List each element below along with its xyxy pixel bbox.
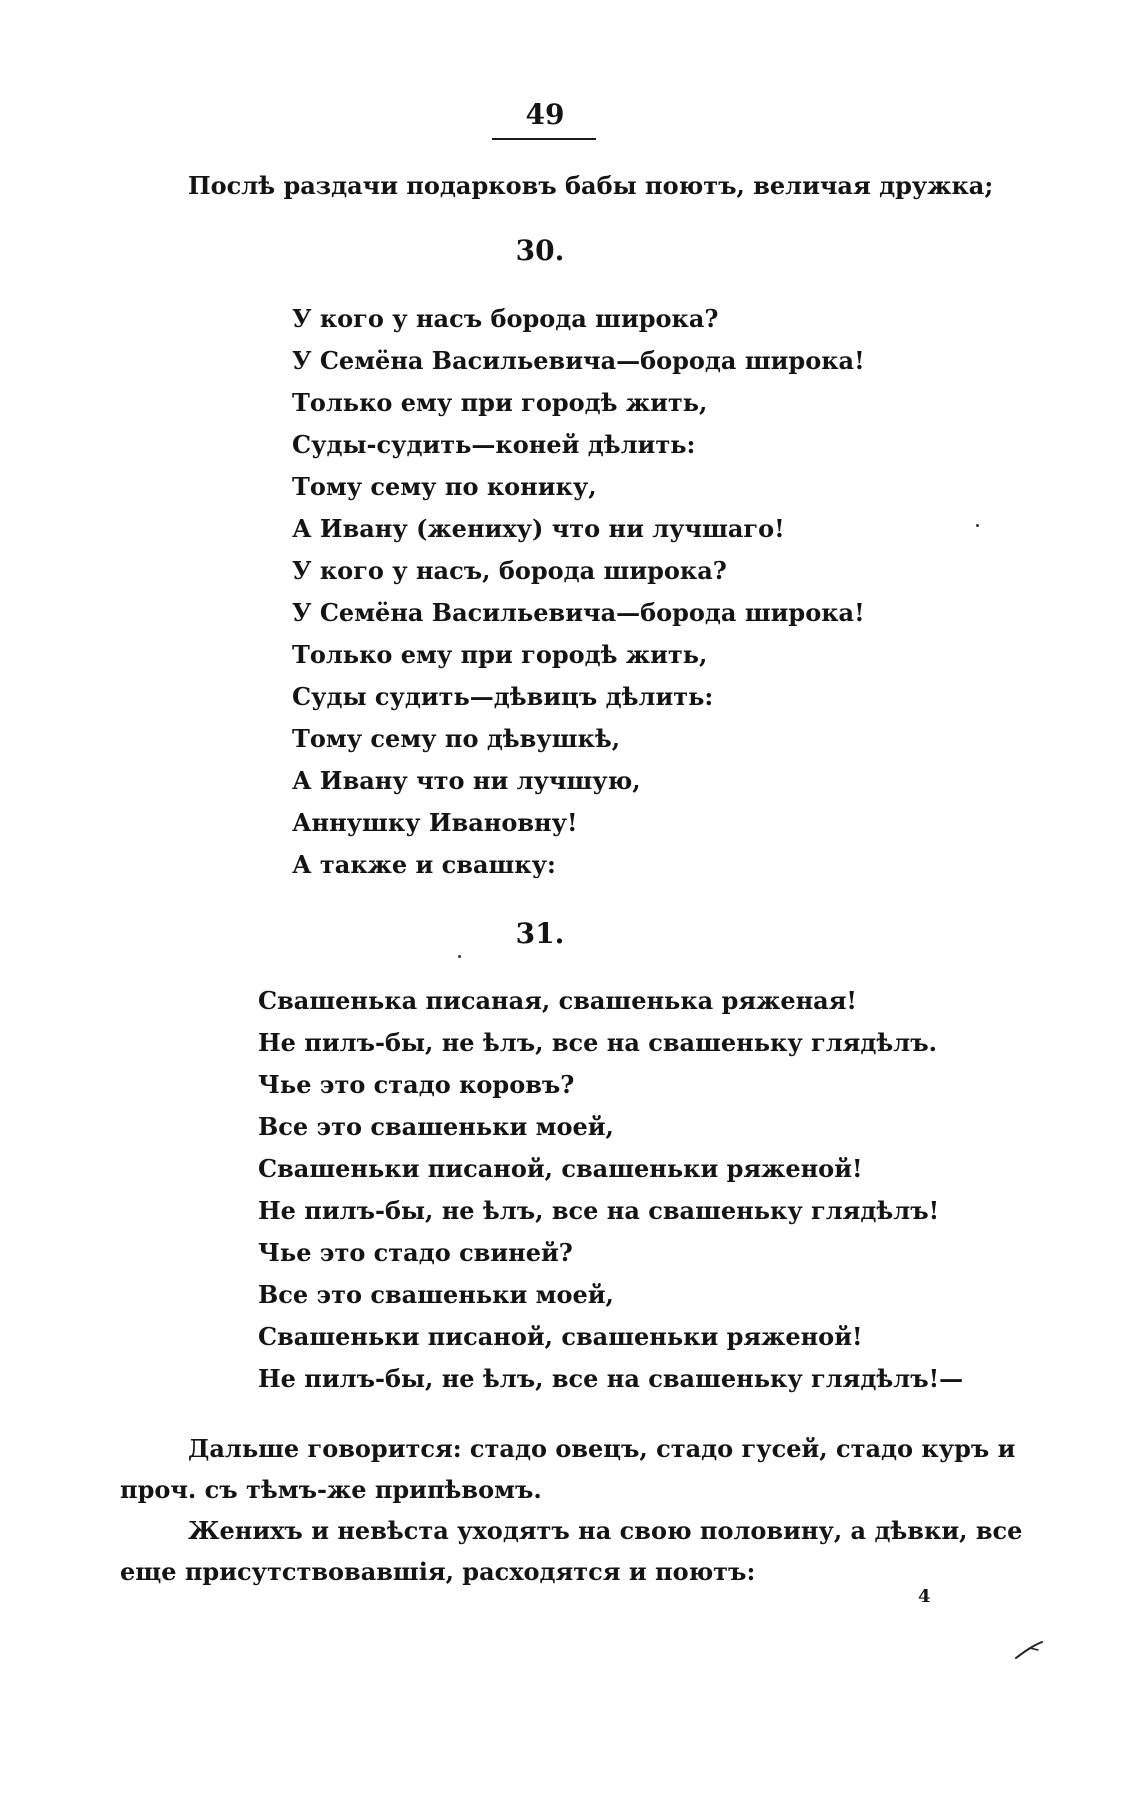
verse-line: У кого у насъ борода широка? [292,304,719,333]
verse-line: Суды-судить—коней дѣлить: [292,430,696,459]
verse-line: Все это свашеньки моей, [258,1112,614,1141]
verse-line: У Семёна Васильевича—борода широка! [292,346,865,375]
paragraph-1 [120,1428,1016,1510]
verse-line: Чье это стадо коровъ? [258,1070,575,1099]
verse-line: Тому сему по конику, [292,472,597,501]
paragraph-line: еще присутствовавшія, расходятся и поютъ: [120,1557,756,1586]
verse-line: Аннушку Ивановну! [292,808,578,837]
verse-line: Только ему при городѣ жить, [292,640,708,669]
page-number-rule [492,138,596,140]
verse-line: Свашенька писаная, свашенька ряженая! [258,986,857,1015]
verse-line: У кого у насъ, борода широка? [292,556,727,585]
paragraph-line: проч. съ тѣмъ-же припѣвомъ. [120,1475,542,1504]
verse-line: Чье это стадо свиней? [258,1238,573,1267]
speck-mark [458,955,461,958]
page-number: 49 [525,98,565,131]
paragraph-line: Дальше говорится: стадо овецъ, стадо гусей, стадо куръ и [188,1434,1016,1463]
verse-line: А также и свашку: [292,850,556,879]
verse-line: А Ивану что ни лучшую, [292,766,641,795]
scan-mark-icon [1012,1632,1052,1662]
verse-line: Суды судить—дѣвицъ дѣлить: [292,682,714,711]
signature-mark: 4 [918,1586,931,1607]
verse-line: У Семёна Васильевича—борода широка! [292,598,865,627]
verse-line: Свашеньки писаной, свашеньки ряженой! [258,1322,863,1351]
intro-line: Послѣ раздачи подарковъ бабы поютъ, величая дружка; [188,171,994,200]
paragraph-line: Женихъ и невѣста уходятъ на свою половину, а дѣвки, все [188,1516,1023,1545]
verse-line: Не пилъ-бы, не ѣлъ, все на свашеньку глядѣлъ. [258,1028,937,1057]
paragraph-2 [120,1510,1023,1592]
verse-line: Не пилъ-бы, не ѣлъ, все на свашеньку глядѣлъ! [258,1196,940,1225]
verse-line: Тому сему по дѣвушкѣ, [292,724,621,753]
verse-line: А Ивану (жениху) что ни лучшаго! [292,514,785,543]
song-number-31: 31. [515,917,565,950]
verse-line: Только ему при городѣ жить, [292,388,708,417]
verse-line: Не пилъ-бы, не ѣлъ, все на свашеньку глядѣлъ!— [258,1364,964,1393]
song-30-verse [292,298,865,886]
song-31-verse [258,980,963,1400]
verse-line: Все это свашеньки моей, [258,1280,614,1309]
verse-line: Свашеньки писаной, свашеньки ряженой! [258,1154,863,1183]
speck-mark [976,524,979,527]
song-number-30: 30. [515,234,565,267]
